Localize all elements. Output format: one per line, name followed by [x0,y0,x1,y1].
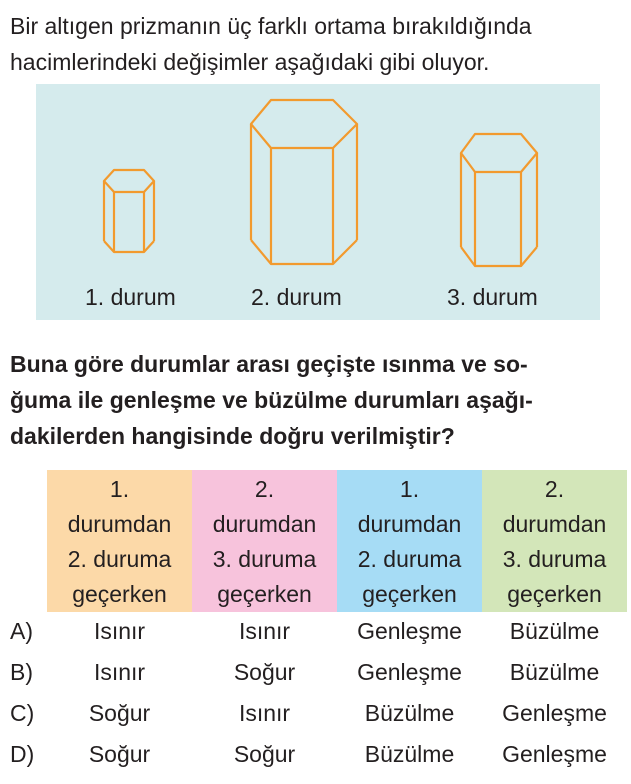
intro-text [10,8,625,80]
option-cell: Genleşme [357,618,462,644]
option-letter: B) [10,659,33,685]
caption-state-2: 2. durum [251,284,342,310]
option-cell: Isınır [238,700,291,726]
column-header-text: geçerken [217,581,312,607]
column-header-text: 2. [254,476,275,502]
option-cell: Büzülme [509,659,600,685]
column-header-text: 3. duruma [502,546,607,572]
column-header-text: 2. duruma [357,546,462,572]
column-header-text: durumdan [502,511,607,537]
intro-line-1: Bir altıgen prizmanın üç farklı ortama bırakıldığında [10,13,532,39]
question-line-3: dakilerden hangisinde doğru verilmiştir? [10,423,455,449]
prism-state-3 [459,132,539,268]
prism-state-1 [104,168,156,254]
column-header-1 [47,470,192,612]
option-cell: Büzülme [364,741,455,767]
hexagonal-prism-small-icon [104,168,156,254]
figure-box [36,84,600,320]
option-cell: Isınır [93,659,146,685]
option-cell: Genleşme [502,700,607,726]
column-header-text: durumdan [212,511,317,537]
column-header-text: geçerken [362,581,457,607]
option-letter: A) [10,618,33,644]
option-cell: Soğur [88,741,151,767]
column-header-text: geçerken [72,581,167,607]
column-header-text: 3. duruma [212,546,317,572]
option-a[interactable] [0,618,631,652]
option-cell: Büzülme [364,700,455,726]
column-header-text: 1. [109,476,130,502]
intro-line-2: hacimlerindeki değişimler aşağıdaki gibi oluyor. [10,49,490,75]
column-header-text: durumdan [67,511,172,537]
option-cell: Genleşme [357,659,462,685]
option-cell: Isınır [93,618,146,644]
option-b[interactable] [0,659,631,693]
caption-state-1: 1. durum [85,284,176,310]
column-header-text: durumdan [357,511,462,537]
option-cell: Soğur [88,700,151,726]
option-cell: Büzülme [509,618,600,644]
option-letter: D) [10,741,35,767]
caption-state-3: 3. durum [447,284,538,310]
hexagonal-prism-large-icon [249,98,359,266]
column-header-text: geçerken [507,581,602,607]
option-cell: Soğur [233,659,296,685]
question-text [10,346,625,454]
column-header-3 [337,470,482,612]
option-cell: Genleşme [502,741,607,767]
column-header-text: 1. [399,476,420,502]
column-header-4 [482,470,627,612]
column-header-text: 2. duruma [67,546,172,572]
option-letter: C) [10,700,35,726]
prism-state-2 [249,98,359,266]
question-line-2: ğuma ile genleşme ve büzülme durumları aşağı- [10,387,533,413]
column-header-text: 2. [544,476,565,502]
option-cell: Isınır [238,618,291,644]
option-d[interactable] [0,741,631,775]
question-line-1: Buna göre durumlar arası geçişte ısınma ve so- [10,351,528,377]
column-header-2 [192,470,337,612]
option-cell: Soğur [233,741,296,767]
hexagonal-prism-medium-icon [459,132,539,268]
option-c[interactable] [0,700,631,734]
